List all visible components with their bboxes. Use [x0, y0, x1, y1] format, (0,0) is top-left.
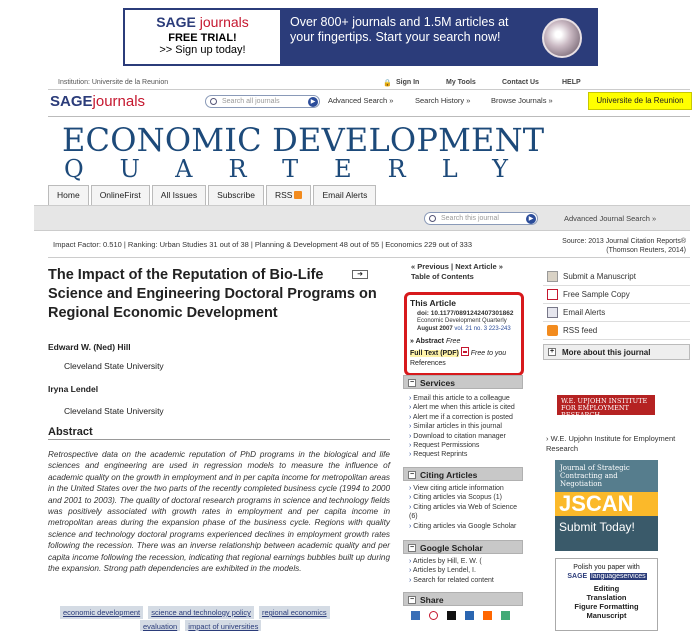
- banner-signup-link[interactable]: >> Sign up today!: [159, 44, 246, 56]
- institution-label: Institution: Universite de la Reunion: [58, 79, 169, 86]
- service-link[interactable]: › Request Reprints: [409, 450, 523, 459]
- jscan-submit: Submit Today!: [559, 520, 635, 534]
- tab-email-alerts[interactable]: Email Alerts: [313, 185, 376, 205]
- lens-image-icon: [542, 18, 582, 58]
- pdf-icon: [461, 347, 469, 356]
- citing-link[interactable]: › Citing articles via Scopus (1): [409, 493, 523, 502]
- share-reddit-icon[interactable]: [483, 611, 492, 620]
- my-tools-link[interactable]: My Tools: [446, 79, 476, 86]
- submit-manuscript-link[interactable]: Submit a Manuscript: [543, 268, 690, 286]
- keyword-link[interactable]: economic development: [60, 606, 143, 619]
- scholar-list: [403, 554, 523, 589]
- collapse-icon[interactable]: −: [409, 471, 415, 478]
- services-header[interactable]: − Services: [403, 375, 523, 389]
- rss-feed-link[interactable]: RSS feed: [543, 322, 690, 340]
- sage-ad-brand: SAGE languageservices: [567, 573, 646, 580]
- citing-link[interactable]: › View citing article information: [409, 484, 523, 493]
- share-digg-icon[interactable]: [465, 611, 474, 620]
- banner-logo: SAGE journals: [156, 14, 249, 30]
- impact-factor-text: Impact Factor: 0.510 | Ranking: Urban Studies 31 out of 38 | Planning & Development 48 out of 55 | Economics 229 out of 333: [53, 240, 473, 249]
- sage-ad-item: Translation: [586, 593, 627, 602]
- share-connotea-icon[interactable]: [429, 611, 438, 620]
- email-alerts-link[interactable]: Email Alerts: [543, 304, 690, 322]
- citing-articles-header[interactable]: − Citing Articles: [403, 467, 523, 481]
- help-link[interactable]: HELP: [562, 79, 581, 86]
- tab-rss[interactable]: RSS: [266, 185, 311, 205]
- scholar-link[interactable]: › Articles by Hill, E. W. (: [409, 557, 523, 566]
- services-panel: [403, 375, 523, 464]
- collapse-icon[interactable]: −: [409, 596, 415, 603]
- banner-pitch: Over 800+ journals and 1.5M articles at your fingertips. Start your search now!: [280, 10, 596, 64]
- share-bookmark-icon[interactable]: [411, 611, 420, 620]
- more-about-journal-toggle[interactable]: + More about this journal: [543, 344, 690, 360]
- contact-us-link[interactable]: Contact Us: [502, 79, 539, 86]
- article-navigation: « Previous | Next Article » Table of Contents: [411, 262, 503, 281]
- jscan-title: JSCAN: [555, 492, 658, 516]
- tab-subscribe[interactable]: Subscribe: [208, 185, 264, 205]
- keyword-list: [60, 606, 390, 631]
- sage-journals-logo[interactable]: SAGEjournals: [50, 93, 146, 110]
- article-sidebar: [403, 262, 523, 282]
- article-format-links: » Abstract Free Full Text (PDF) Free to you References: [410, 337, 521, 369]
- keyword-link[interactable]: impact of universities: [185, 620, 261, 631]
- search-go-button[interactable]: ▶: [308, 97, 318, 107]
- doi-text: doi: 10.1177/0891242407301862: [417, 310, 514, 317]
- full-text-pdf-link[interactable]: Full Text (PDF): [410, 350, 459, 357]
- expand-arrow-icon[interactable]: ➜: [352, 270, 368, 279]
- citing-list: [403, 481, 523, 535]
- tab-all-issues[interactable]: All Issues: [152, 185, 206, 205]
- journal-nav: [48, 185, 378, 205]
- share-more-icon[interactable]: [501, 611, 510, 620]
- top-strip: [48, 76, 690, 90]
- share-panel: [403, 592, 523, 620]
- sage-ad-item: Editing: [593, 584, 620, 593]
- table-of-contents-link[interactable]: Table of Contents: [411, 272, 474, 281]
- impact-source: Source: 2013 Journal Citation Reports® (Thomson Reuters, 2014): [562, 238, 686, 254]
- share-header[interactable]: − Share: [403, 592, 523, 606]
- jscan-ad[interactable]: [555, 460, 658, 551]
- sage-ad-tagline: Polish you paper with: [573, 564, 640, 571]
- journal-citation: Economic Development Quarterly August 2007 vol. 21 no. 3 223-243: [417, 318, 511, 332]
- sage-ad-item: Manuscript: [586, 611, 627, 620]
- search-icon: [210, 98, 217, 105]
- issue-link[interactable]: vol. 21 no. 3 223-243: [454, 325, 511, 332]
- manuscript-icon: [547, 271, 558, 282]
- search-history-link[interactable]: Search History »: [415, 96, 471, 105]
- free-sample-link[interactable]: Free Sample Copy: [543, 286, 690, 304]
- share-delicious-icon[interactable]: [447, 611, 456, 620]
- citing-articles-panel: [403, 467, 523, 535]
- search-this-journal-input[interactable]: Search this journal ▶: [424, 212, 538, 225]
- collapse-icon[interactable]: −: [409, 379, 415, 386]
- sage-ad-item: Figure Formatting: [574, 602, 639, 611]
- service-link[interactable]: › Alert me if a correction is posted: [409, 413, 523, 422]
- advanced-journal-search-link[interactable]: Advanced Journal Search »: [564, 214, 657, 223]
- keyword-link[interactable]: regional economics: [259, 606, 330, 619]
- previous-article-link[interactable]: « Previous: [411, 262, 449, 271]
- author-name: Iryna Lendel: [48, 384, 99, 394]
- references-link[interactable]: References: [410, 360, 446, 367]
- tab-onlinefirst[interactable]: OnlineFirst: [91, 185, 150, 205]
- service-link[interactable]: › Alert me when this article is cited: [409, 403, 523, 412]
- envelope-icon: [547, 307, 558, 318]
- jscan-journal-name: Journal of Strategic Contracting and Negotiation: [555, 460, 658, 492]
- impact-factor-bar: [48, 236, 690, 258]
- this-article-box: [404, 292, 524, 376]
- banner-ad[interactable]: [123, 8, 598, 66]
- search-all-journals-input[interactable]: Search all journals ▶: [205, 95, 320, 108]
- service-link[interactable]: › Download to citation manager: [409, 432, 523, 441]
- this-article-heading: This Article: [410, 298, 456, 308]
- banner-free-trial: FREE TRIAL!: [168, 32, 237, 44]
- author-affiliation: Cleveland State University: [64, 361, 164, 371]
- collapse-icon[interactable]: −: [409, 544, 415, 551]
- journal-search-go-button[interactable]: ▶: [526, 214, 536, 224]
- share-icons: [403, 606, 523, 620]
- sign-in-link[interactable]: Sign In: [396, 79, 420, 86]
- citing-link[interactable]: › Citing articles via Web of Science (6): [409, 503, 523, 522]
- advanced-search-link[interactable]: Advanced Search »: [328, 96, 394, 105]
- next-article-link[interactable]: Next Article »: [455, 262, 503, 271]
- journal-sidebar: [543, 268, 690, 360]
- institution-badge: Universite de la Reunion: [588, 92, 692, 110]
- lock-icon: 🔒: [383, 80, 392, 87]
- browse-journals-link[interactable]: Browse Journals »: [491, 96, 553, 105]
- keyword-link[interactable]: science and technology policy: [148, 606, 254, 619]
- service-link[interactable]: › Request Permissions: [409, 441, 523, 450]
- expand-icon[interactable]: +: [549, 348, 555, 355]
- upjohn-caption-link[interactable]: › W.E. Upjohn Institute for Employment Research: [546, 434, 676, 453]
- scholar-link[interactable]: › Articles by Lendel, I.: [409, 566, 523, 575]
- journal-masthead[interactable]: [48, 116, 690, 186]
- service-link[interactable]: › Email this article to a colleague: [409, 394, 523, 403]
- search-icon: [429, 215, 436, 222]
- citing-link[interactable]: › Citing articles via Google Scholar: [409, 522, 523, 531]
- sage-language-services-ad[interactable]: [555, 558, 658, 631]
- masthead-line1: ECONOMIC DEVELOPMENT: [62, 121, 545, 159]
- google-scholar-panel: [403, 540, 523, 589]
- keyword-link[interactable]: evaluation: [140, 620, 180, 631]
- google-scholar-header[interactable]: − Google Scholar: [403, 540, 523, 554]
- service-link[interactable]: › Similar articles in this journal: [409, 422, 523, 431]
- article-title: The Impact of the Reputation of Bio-Life Science and Engineering Doctoral Programs on Regional Economic Development: [48, 267, 377, 321]
- abstract-text: Retrospective data on the academic reputation of PhD programs in the biological and life sciences and engineering are used in regression models to measure the influence of academic quality on the growth in employment and in per capita income for metropolitan areas in the United States over the two parts of the recently completed business cycle (1994 to 2000 and 2001 to 2003). The quality of doctoral research programs in science and technology fields was positively associated with growth rates in employment and per capita income in metropolitan areas during the expansion phase of the business cycle. Regions with quality science and technology doctoral programs experienced declines in employment growth rates following the recession. There was an inverse relationship between academic quality and per capita income following the recession, indicating that regional earnings bubbles built up during the expansion. Strong path dependencies are exhibited in the models.: [48, 450, 390, 574]
- tab-home[interactable]: Home: [48, 185, 89, 205]
- rss-icon: [547, 325, 558, 336]
- abstract-heading: Abstract: [48, 426, 390, 440]
- services-list: [403, 389, 523, 464]
- upjohn-ad[interactable]: W.E. UPJOHN INSTITUTE FOR EMPLOYMENT RESEARCH: [557, 395, 655, 415]
- pdf-icon: [547, 289, 558, 300]
- abstract-link[interactable]: » Abstract: [410, 338, 444, 345]
- masthead-line2: QUARTERLY: [64, 155, 544, 183]
- journal-search-bar: [34, 205, 690, 231]
- rss-icon: [294, 191, 302, 199]
- scholar-link[interactable]: › Search for related content: [409, 576, 523, 585]
- author-name: Edward W. (Ned) Hill: [48, 342, 131, 352]
- author-affiliation: Cleveland State University: [64, 406, 164, 416]
